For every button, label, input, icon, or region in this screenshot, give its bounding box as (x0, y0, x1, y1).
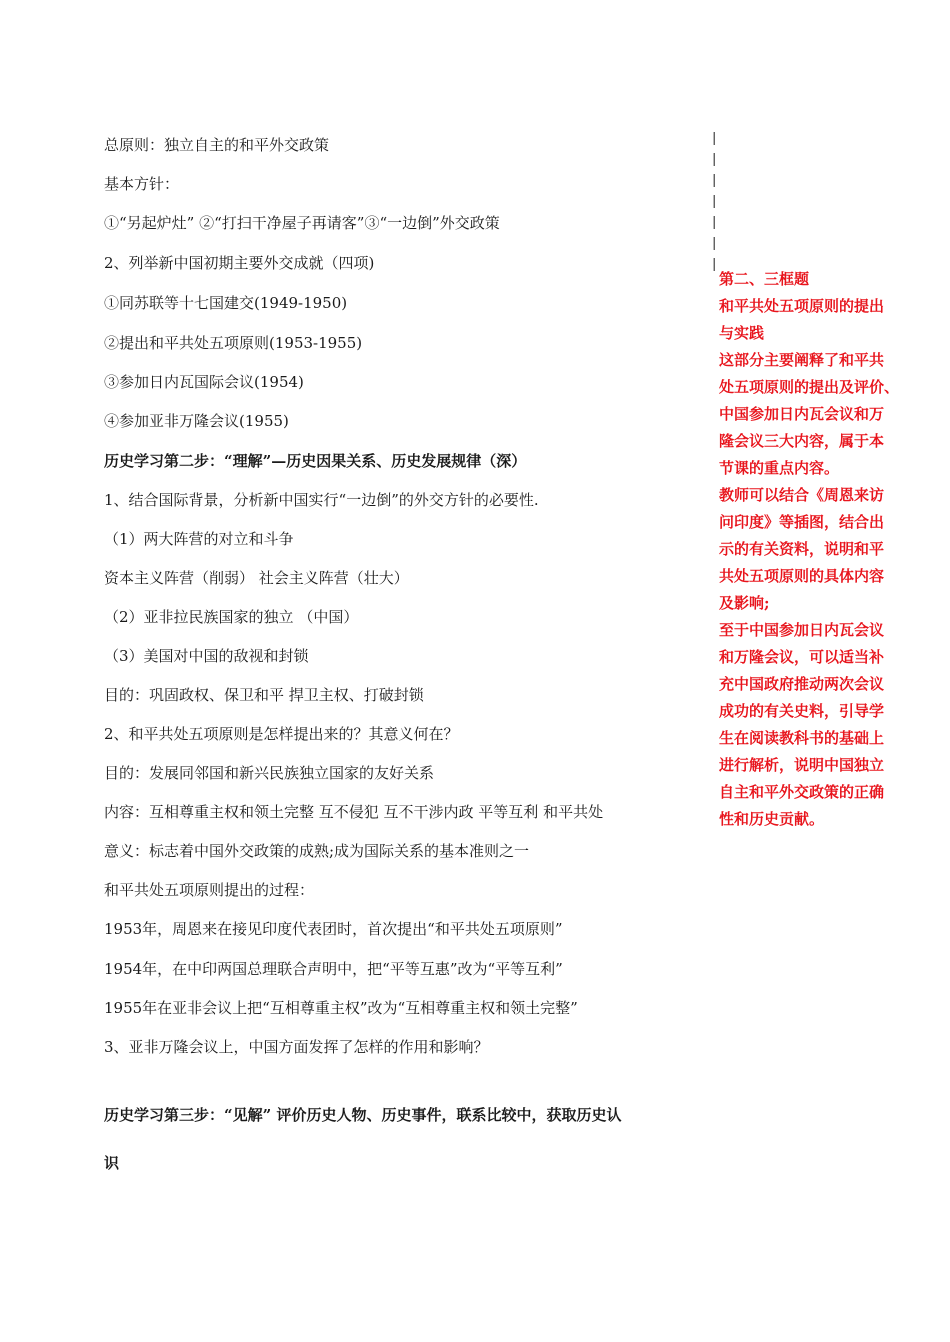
step-2-heading: 历史学习第二步：“理解”—历史因果关系、历史发展规律（深） (104, 452, 527, 470)
process-1953: 1953年，周恩来在接见印度代表团时，首次提出“和平共处五项原则” (104, 920, 563, 938)
background-3: （3）美国对中国的敌视和封锁 (104, 647, 309, 665)
achievement-1: ①同苏联等十七国建交(1949-1950) (104, 294, 348, 312)
margin-bar: | (712, 257, 717, 272)
note-line: 和平共处五项原则的提出 (719, 297, 885, 315)
note-line: 共处五项原则的具体内容 (719, 567, 885, 585)
margin-bar: | (712, 173, 717, 188)
note-line: 问印度》等插图，结合出 (719, 513, 885, 531)
note-line: 这部分主要阐释了和平共 (719, 351, 885, 369)
question-3: 3、亚非万隆会议上，中国方面发挥了怎样的作用和影响？ (104, 1038, 489, 1056)
note-line: 教师可以结合《周恩来访 (719, 486, 885, 504)
note-line: 成功的有关史料，引导学 (719, 702, 885, 720)
note-line: 自主和平外交政策的正确 (719, 783, 885, 801)
margin-bar: | (712, 131, 717, 146)
margin-bar: | (712, 194, 717, 209)
teacher-note (719, 266, 924, 833)
note-line: 至于中国参加日内瓦会议 (719, 621, 885, 639)
note-line: 生在阅读教科书的基础上 (719, 729, 885, 747)
step-3-heading: 历史学习第三步：“见解” 评价历史人物、历史事件，联系比较中，获取历史认 (104, 1106, 622, 1124)
margin-bar: | (712, 215, 717, 230)
step-3-heading-cont: 识 (104, 1154, 120, 1172)
note-line: 节课的重点内容。 (719, 459, 840, 477)
achievement-3: ③参加日内瓦国际会议(1954) (104, 373, 304, 391)
question-2: 2、和平共处五项原则是怎样提出来的？其意义何在？ (104, 725, 459, 743)
basic-policy-heading: 基本方针： (104, 175, 180, 193)
note-line: 中国参加日内瓦会议和万 (719, 405, 885, 423)
note-line: 与实践 (719, 324, 765, 342)
camps-line: 资本主义阵营（削弱） 社会主义阵营（壮大） (104, 569, 409, 587)
basic-policy-items: ①“另起炉灶” ②“打扫干净屋子再请客”③“一边倒”外交政策 (104, 214, 500, 232)
general-principle: 总原则：独立自主的和平外交政策 (104, 136, 330, 154)
question-2-heading: 2、列举新中国初期主要外交成就（四项) (104, 254, 375, 272)
achievement-4: ④参加亚非万隆会议(1955) (104, 412, 289, 430)
purpose-line: 目的：巩固政权、保卫和平 捍卫主权、打破封锁 (104, 686, 424, 704)
note-line: 示的有关资料，说明和平 (719, 540, 885, 558)
five-principles-content: 内容：互相尊重主权和领土完整 互不侵犯 互不干涉内政 平等互利 和平共处 (104, 803, 604, 821)
achievement-2: ②提出和平共处五项原则(1953-1955) (104, 334, 363, 352)
note-line: 第二、三框题 (719, 270, 810, 288)
background-2: （2）亚非拉民族国家的独立 （中国） (104, 608, 359, 626)
note-line: 和万隆会议，可以适当补 (719, 648, 885, 666)
note-line: 性和历史贡献。 (719, 810, 825, 828)
five-principles-purpose: 目的：发展同邻国和新兴民族独立国家的友好关系 (104, 764, 435, 782)
note-line: 进行解析，说明中国独立 (719, 756, 885, 774)
five-principles-meaning: 意义：标志着中国外交政策的成熟;成为国际关系的基本准则之一 (104, 842, 530, 860)
process-1955: 1955年在亚非会议上把“互相尊重主权”改为“互相尊重主权和领土完整” (104, 999, 578, 1017)
process-heading: 和平共处五项原则提出的过程： (104, 881, 315, 899)
note-line: 处五项原则的提出及评价、 (719, 378, 900, 396)
margin-bar: | (712, 152, 717, 167)
question-1: 1、结合国际背景，分析新中国实行“一边倒”的外交方针的必要性. (104, 491, 539, 509)
note-line: 充中国政府推动两次会议 (719, 675, 885, 693)
background-1: （1）两大阵营的对立和斗争 (104, 530, 294, 548)
process-1954: 1954年，在中印两国总理联合声明中，把“平等互惠”改为“平等互利” (104, 960, 563, 978)
margin-bars (712, 128, 716, 275)
note-line: 隆会议三大内容，属于本 (719, 432, 885, 450)
note-line: 及影响; (719, 594, 770, 612)
margin-bar: | (712, 236, 717, 251)
